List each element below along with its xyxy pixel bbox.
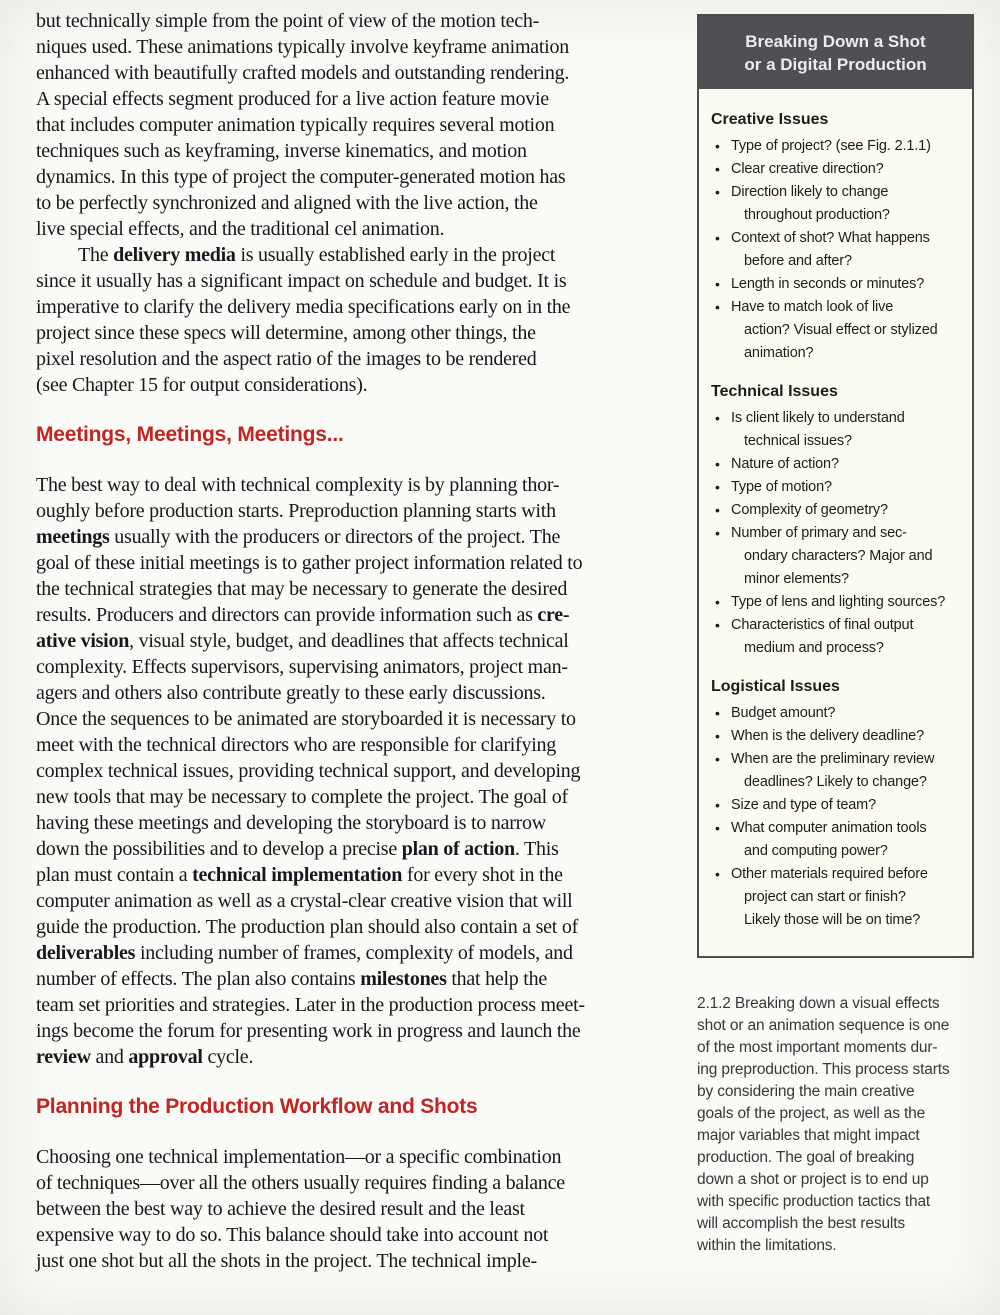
caption-line: within the limitations. (697, 1237, 837, 1254)
body-text-line: live special effects, and the traditional cel animation. (36, 218, 445, 240)
body-text-line: niques used. These animations typically involve keyframe animation (36, 36, 569, 58)
bullet-text (731, 591, 964, 614)
body-text-line: number of effects. The plan also contains milestones that help the (36, 968, 547, 990)
body-text-line: ings become the forum for presenting work in progress and launch the (36, 1020, 581, 1042)
bullet-icon: • (715, 728, 720, 744)
body-text-line: since it usually has a significant impact on schedule and budget. It is (36, 270, 567, 292)
sidebar-bullet-item (711, 702, 964, 725)
bullet-text-line: deadlines? Likely to change? (744, 774, 927, 790)
bullet-text-line: Type of lens and lighting sources? (731, 594, 946, 610)
sidebar-bullet-item (711, 794, 964, 817)
paragraph (36, 242, 680, 398)
sidebar-bullet-item (711, 181, 964, 227)
sidebar-bullet-item (711, 499, 964, 522)
body-text-line: agers and others also contribute greatly to these early discussions. (36, 682, 546, 704)
bullet-text (731, 702, 964, 725)
body-text-line: The delivery media is usually established early in the project (78, 244, 556, 266)
body-text-line: between the best way to achieve the desired result and the least (36, 1198, 525, 1220)
sidebar-section-title: Creative Issues (711, 111, 829, 128)
caption-line: 2.1.2 Breaking down a visual effects (697, 995, 940, 1012)
body-text-line: just one shot but all the shots in the project. The technical imple- (36, 1250, 537, 1272)
bullet-text-line: Length in seconds or minutes? (731, 276, 925, 292)
bullet-icon: • (715, 138, 720, 154)
caption-line: of the most important moments dur- (697, 1039, 938, 1056)
bullet-text-line: before and after? (744, 253, 852, 269)
body-text-line: goal of these initial meetings is to gather project information related to (36, 552, 583, 574)
bullet-text-line: Other materials required before (731, 866, 928, 882)
sidebar-bullet-item (711, 591, 964, 614)
bullet-text (731, 794, 964, 817)
bullet-text (731, 476, 964, 499)
caption-line: with specific production tactics that (697, 1193, 931, 1210)
sidebar-body (699, 89, 972, 932)
sidebar-bullet-item (711, 273, 964, 296)
bullet-text-line: Size and type of team? (731, 797, 877, 813)
bullet-text-line: project can start or finish? (744, 889, 906, 905)
body-text-line: A special effects segment produced for a live action feature movie (36, 88, 549, 110)
bullet-icon: • (715, 820, 720, 836)
body-text-line: dynamics. In this type of project the computer-generated motion has (36, 166, 566, 188)
sidebar-title-line-1: Breaking Down a Shot (745, 32, 926, 51)
bullet-text-line: technical issues? (744, 433, 852, 449)
breakdown-sidebar-box (697, 14, 974, 958)
bullet-icon: • (715, 594, 720, 610)
bullet-text-line: Complexity of geometry? (731, 502, 888, 518)
bullet-text-line: When is the delivery deadline? (731, 728, 924, 744)
paragraph (36, 8, 680, 242)
sidebar-bullet-item (711, 725, 964, 748)
sidebar-bullet-item (711, 522, 964, 591)
bullet-icon: • (715, 230, 720, 246)
bullet-text-line: action? Visual effect or stylized (744, 322, 938, 338)
main-text-column (36, 8, 680, 1274)
bullet-text (731, 817, 964, 863)
body-text-line: Once the sequences to be animated are storyboarded it is necessary to (36, 708, 576, 730)
bullet-text-line: Nature of action? (731, 456, 839, 472)
bullet-icon: • (715, 705, 720, 721)
sidebar-header (699, 16, 972, 89)
bullet-icon: • (715, 751, 720, 767)
sidebar-title-line-2: or a Digital Production (744, 55, 927, 74)
sidebar-bullet-item (711, 614, 964, 660)
sidebar-bullet-item (711, 135, 964, 158)
bullet-text (731, 407, 964, 453)
bullet-text-line: Have to match look of live (731, 299, 894, 315)
body-text-line: to be perfectly synchronized and aligned with the live action, the (36, 192, 538, 214)
body-text-line: down the possibilities and to develop a precise plan of action. This (36, 838, 559, 860)
bullet-text-line: ondary characters? Major and (744, 548, 933, 564)
body-text-line: ative vision, visual style, budget, and deadlines that affects technical (36, 630, 569, 652)
body-text-line: results. Producers and directors can provide information such as cre- (36, 604, 570, 626)
bullet-text (731, 614, 964, 660)
bullet-text (731, 158, 964, 181)
bullet-text-line: medium and process? (744, 640, 884, 656)
sidebar-bullet-item (711, 158, 964, 181)
bullet-text (731, 863, 964, 932)
bullet-text-line: Direction likely to change (731, 184, 889, 200)
sidebar-bullet-item (711, 227, 964, 273)
bullet-icon: • (715, 797, 720, 813)
sidebar-bullet-item (711, 863, 964, 932)
sidebar-bullet-item (711, 817, 964, 863)
bullet-text (731, 499, 964, 522)
body-text-line: but technically simple from the point of view of the motion tech- (36, 10, 540, 32)
body-text-line: computer animation as well as a crystal-clear creative vision that will (36, 890, 573, 912)
bullet-icon: • (715, 866, 720, 882)
body-text-line: that includes computer animation typically requires several motion (36, 114, 555, 136)
bullet-text (731, 273, 964, 296)
body-text-line: meetings usually with the producers or directors of the project. The (36, 526, 561, 548)
paragraph (36, 1144, 680, 1274)
caption-line: production. The goal of breaking (697, 1149, 915, 1166)
sidebar-bullet-item (711, 407, 964, 453)
bullet-text-line: What computer animation tools (731, 820, 927, 836)
caption-line: will accomplish the best results (697, 1215, 905, 1232)
bullet-text-line: Type of motion? (731, 479, 832, 495)
bullet-text-line: Budget amount? (731, 705, 836, 721)
bullet-text-line: Likely those will be on time? (744, 912, 921, 928)
bullet-icon: • (715, 617, 720, 633)
body-text-line: plan must contain a technical implementation for every shot in the (36, 864, 563, 886)
bullet-text-line: throughout production? (744, 207, 890, 223)
bullet-icon: • (715, 456, 720, 472)
body-text-line: pixel resolution and the aspect ratio of the images to be rendered (36, 348, 537, 370)
bullet-text-line: animation? (744, 345, 814, 361)
bullet-text-line: Number of primary and sec- (731, 525, 907, 541)
sidebar-section-title: Logistical Issues (711, 678, 840, 695)
sidebar-bullet-item (711, 296, 964, 365)
figure-caption (697, 993, 997, 1257)
bullet-text (731, 181, 964, 227)
bullet-icon: • (715, 184, 720, 200)
body-text-line: complexity. Effects supervisors, supervising animators, project man- (36, 656, 568, 678)
body-text-line: enhanced with beautifully crafted models and outstanding rendering. (36, 62, 570, 84)
bullet-icon: • (715, 299, 720, 315)
caption-line: by considering the main creative (697, 1083, 915, 1100)
bullet-text (731, 453, 964, 476)
bullet-text (731, 522, 964, 591)
sidebar-section-title: Technical Issues (711, 383, 838, 400)
bullet-icon: • (715, 502, 720, 518)
sidebar-bullet-item (711, 476, 964, 499)
body-text-line: techniques such as keyframing, inverse kinematics, and motion (36, 140, 527, 162)
body-text-line: having these meetings and developing the storyboard is to narrow (36, 812, 546, 834)
body-text-line: guide the production. The production plan should also contain a set of (36, 916, 579, 938)
bullet-text-line: minor elements? (744, 571, 849, 587)
bullet-text-line: Clear creative direction? (731, 161, 884, 177)
caption-line: down a shot or project is to end up (697, 1171, 929, 1188)
body-text-line: deliverables including number of frames, complexity of models, and (36, 942, 573, 964)
bullet-icon: • (715, 161, 720, 177)
sidebar-bullet-item (711, 453, 964, 476)
bullet-text-line: Type of project? (see Fig. 2.1.1) (731, 138, 931, 154)
bullet-icon: • (715, 276, 720, 292)
caption-line: ing preproduction. This process starts (697, 1061, 950, 1078)
body-text-line: imperative to clarify the delivery media specifications early on in the (36, 296, 571, 318)
caption-line: shot or an animation sequence is one (697, 1017, 950, 1034)
bullet-text (731, 296, 964, 365)
body-text-line: of techniques—over all the others usually requires finding a balance (36, 1172, 565, 1194)
bullet-text (731, 135, 964, 158)
bullet-text (731, 748, 964, 794)
body-text-line: review and approval cycle. (36, 1046, 254, 1068)
caption-line: goals of the project, as well as the (697, 1105, 926, 1122)
bullet-text-line: Context of shot? What happens (731, 230, 930, 246)
bullet-icon: • (715, 410, 720, 426)
body-text-line: new tools that may be necessary to complete the project. The goal of (36, 786, 568, 808)
body-text-line: meet with the technical directors who are responsible for clarifying (36, 734, 557, 756)
section-heading: Meetings, Meetings, Meetings... (36, 423, 344, 446)
body-text-line: expensive way to do so. This balance should take into account not (36, 1224, 549, 1246)
body-text-line: Choosing one technical implementation—or a specific combination (36, 1146, 562, 1168)
bullet-text-line: Characteristics of final output (731, 617, 914, 633)
bullet-icon: • (715, 479, 720, 495)
bullet-icon: • (715, 525, 720, 541)
body-text-line: (see Chapter 15 for output considerations). (36, 374, 368, 396)
paragraph (36, 472, 680, 1070)
bullet-text (731, 725, 964, 748)
body-text-line: the technical strategies that may be necessary to generate the desired (36, 578, 568, 600)
body-text-line: The best way to deal with technical complexity is by planning thor- (36, 474, 560, 496)
body-text-line: team set priorities and strategies. Later in the production process meet- (36, 994, 585, 1016)
bullet-text-line: When are the preliminary review (731, 751, 935, 767)
body-text-line: project since these specs will determine, among other things, the (36, 322, 536, 344)
section-heading: Planning the Production Workflow and Shots (36, 1095, 478, 1118)
bullet-text-line: Is client likely to understand (731, 410, 905, 426)
body-text-line: complex technical issues, providing technical support, and developing (36, 760, 581, 782)
caption-line: major variables that might impact (697, 1127, 920, 1144)
sidebar-bullet-item (711, 748, 964, 794)
bullet-text (731, 227, 964, 273)
body-text-line: oughly before production starts. Preproduction planning starts with (36, 500, 556, 522)
bullet-text-line: and computing power? (744, 843, 888, 859)
